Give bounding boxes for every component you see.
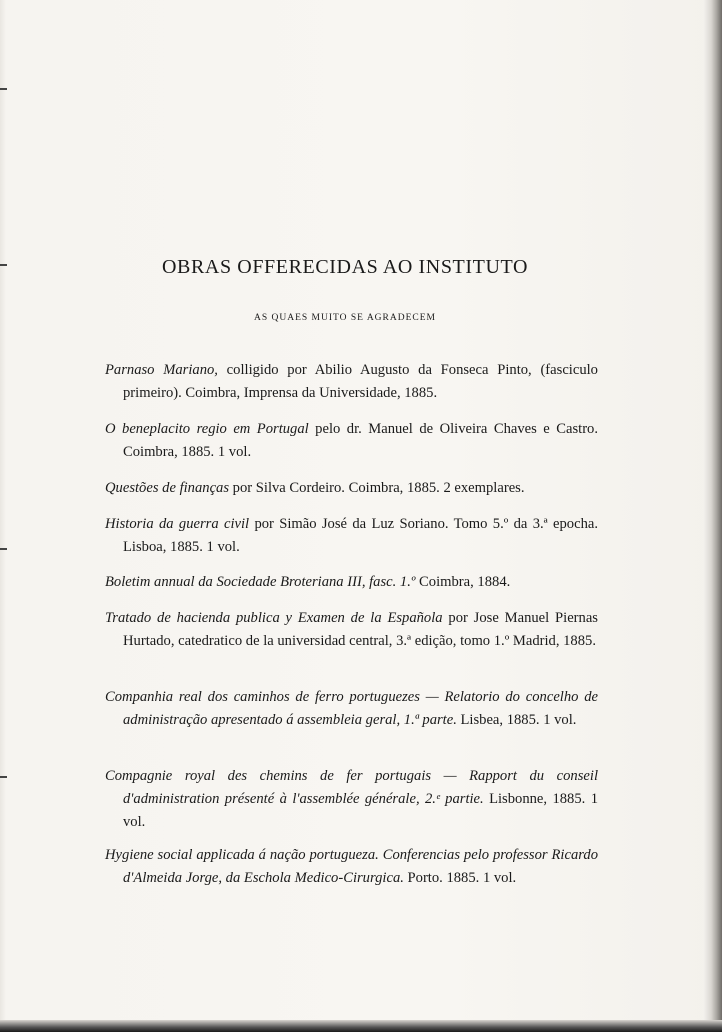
entry-title: Tratado de hacienda publica y Examen de la Española	[105, 610, 443, 626]
list-item	[105, 844, 598, 890]
entry-text: por Jose Manuel Piernas Hurtado, catedratico de la universidad central, 3.ª edição, tomo 1.º Madrid, 1885.	[123, 610, 598, 649]
page-edge-shadow	[704, 0, 722, 1032]
entry-text: Lisbea, 1885. 1 vol.	[456, 712, 577, 728]
list-item	[105, 477, 598, 500]
entry-title: O beneplacito regio em Portugal	[105, 421, 309, 437]
margin-mark	[0, 776, 7, 778]
margin-mark	[0, 88, 7, 90]
entry-text: Lisbonne, 1885. 1 vol.	[123, 791, 598, 830]
list-item	[105, 571, 598, 594]
entry-title: Companhia real dos caminhos de ferro portuguezes — Relatorio do concelho de administração apresentado á assembleia geral, 1.ª parte.	[105, 689, 598, 728]
list-item	[105, 607, 598, 653]
page-bottom-edge	[0, 1020, 722, 1032]
entry-text: colligido por Abilio Augusto da Fonseca Pinto, (fasciculo primeiro). Coimbra, Imprensa da Universidade, 1885.	[123, 362, 598, 401]
list-item	[105, 686, 598, 732]
margin-mark	[0, 548, 7, 550]
entry-text: Coimbra, 1884.	[415, 574, 511, 590]
page-title: OBRAS OFFERECIDAS AO INSTITUTO	[161, 256, 528, 278]
entry-title: Historia da guerra civil	[105, 516, 250, 532]
entry-text: Porto. 1885. 1 vol.	[403, 870, 517, 886]
list-item	[105, 765, 598, 834]
list-item	[105, 418, 598, 464]
entry-title: Boletim annual da Sociedade Broteriana III, fasc. 1.º	[105, 574, 416, 590]
entry-text: por Silva Cordeiro. Coimbra, 1885. 2 exemplares.	[229, 480, 525, 496]
list-item	[105, 359, 598, 405]
entry-title: Parnaso Mariano,	[105, 362, 218, 378]
entry-title: Questões de finanças	[105, 480, 230, 496]
entry-title: Compagnie royal des chemins de fer portugais — Rapport du conseil d'administration présenté à l'assemblée générale, 2.ᵉ partie.	[105, 768, 598, 807]
margin-mark	[0, 264, 7, 266]
list-item	[105, 513, 598, 559]
page-subtitle: AS QUAES MUITO SE AGRADECEM	[253, 313, 436, 323]
entry-title: Hygiene social applicada á nação portugueza. Conferencias pelo professor Ricardo d'Almeida Jorge, da Eschola Medico-Cirurgica.	[105, 847, 598, 886]
entry-text: pelo dr. Manuel de Oliveira Chaves e Castro. Coimbra, 1885. 1 vol.	[123, 421, 598, 460]
entry-text: por Simão José da Luz Soriano. Tomo 5.º da 3.ª epocha. Lisboa, 1885. 1 vol.	[123, 516, 598, 555]
